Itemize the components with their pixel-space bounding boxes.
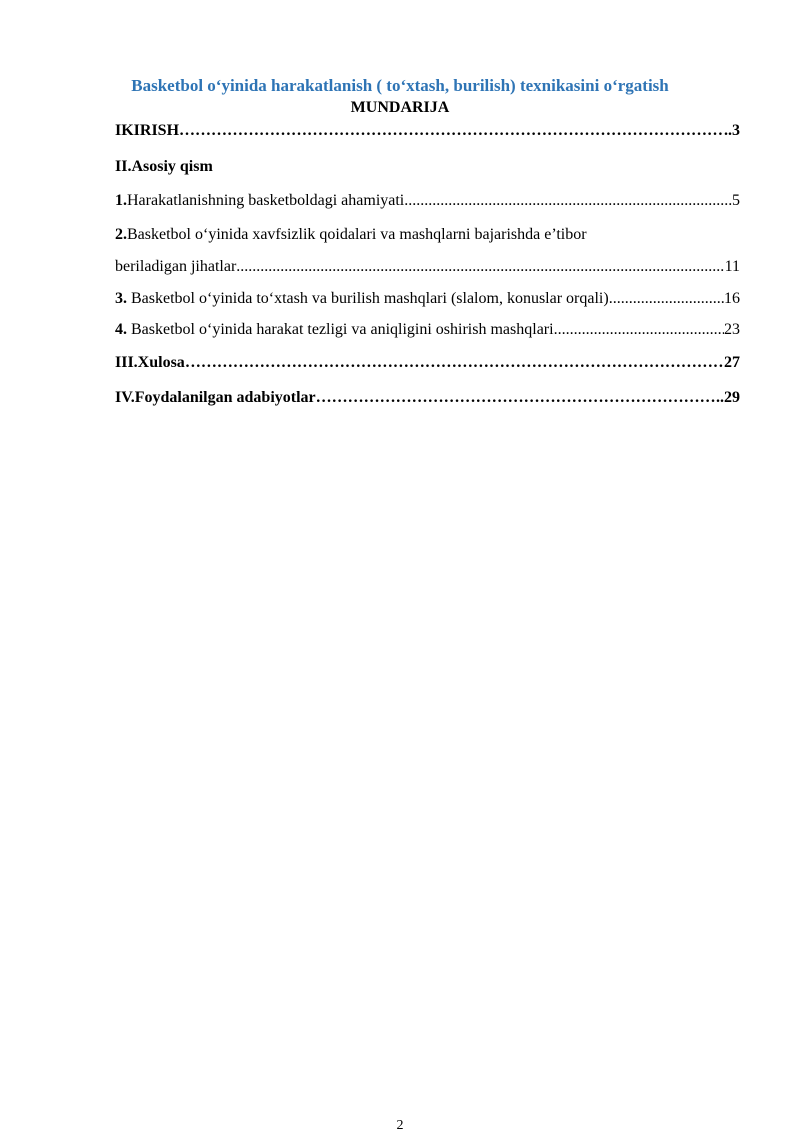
toc-entry-2-line1 [115, 225, 740, 245]
toc-entry-main-part [115, 157, 740, 177]
toc-entry-1 [115, 191, 740, 211]
toc-entry-2-line2 [115, 257, 740, 277]
toc-entry-3 [115, 289, 740, 309]
dot-leader [179, 121, 724, 141]
toc-heading: MUNDARIJA [350, 99, 450, 116]
toc-entry-page: 11 [724, 258, 740, 275]
toc-entry-label: Basketbol o‘yinida xavfsizlik qoidalari va mashqlarni bajarishda e’tibor [127, 226, 587, 243]
toc-entry-label: IKIRISH [115, 122, 180, 139]
document-title: Basketbol o‘yinida harakatlanish ( to‘xtash, burilish) texnikasini o‘rgatish [131, 76, 669, 95]
toc-entry-4 [115, 320, 740, 340]
toc-entry-page: 23 [724, 321, 740, 338]
dot-leader [236, 257, 724, 277]
page-number: 2 [396, 1118, 404, 1131]
dot-leader [609, 289, 724, 309]
toc-entry-label: Basketbol o‘yinida harakat tezligi va aniqligini oshirish mashqlari [127, 321, 554, 338]
toc-entry-number: 4. [115, 321, 127, 338]
toc-entry-page: ..29 [716, 389, 740, 406]
dot-leader [554, 320, 724, 340]
toc-entry-label: III.Xulosa [115, 354, 185, 371]
toc-entry-label: beriladigan jihatlar [115, 258, 237, 275]
toc-entry-intro [115, 121, 740, 141]
toc-entry-page: ..3 [724, 122, 740, 139]
toc-entry-label: II.Asosiy qism [115, 158, 213, 175]
toc-entry-conclusion [115, 353, 740, 373]
toc-entry-number: 2. [115, 226, 127, 243]
dot-leader [404, 191, 732, 211]
toc-entry-label: Harakatlanishning basketboldagi ahamiyati [127, 192, 405, 209]
toc-entry-number: 3. [115, 290, 127, 307]
toc-entry-label: Basketbol o‘yinida to‘xtash va burilish mashqlari (slalom, konuslar orqali) [127, 290, 609, 307]
toc-entry-page: 5 [732, 192, 740, 209]
toc-entry-references [115, 388, 740, 408]
toc-entry-page: 27 [724, 354, 740, 371]
dot-leader [316, 388, 716, 408]
toc-entry-label: IV.Foydalanilgan adabiyotlar [115, 389, 316, 406]
dot-leader [185, 353, 724, 373]
toc-entry-page: 16 [724, 290, 740, 307]
toc-entry-number: 1. [115, 192, 127, 209]
